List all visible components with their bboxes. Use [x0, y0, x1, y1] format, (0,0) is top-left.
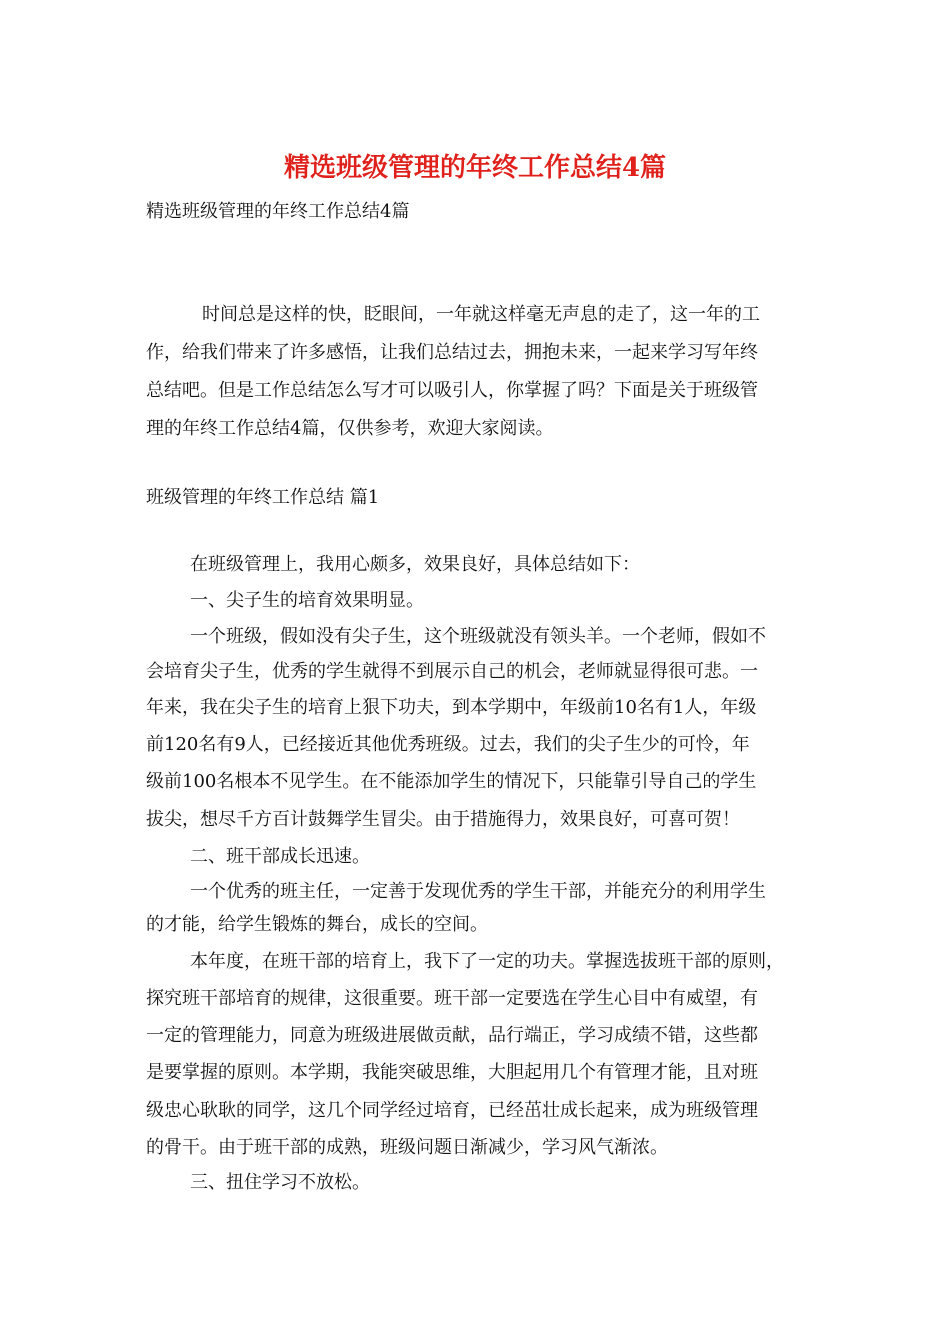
body-line: 的才能，给学生锻炼的舞台，成长的空间。	[146, 914, 488, 935]
intro-line: 作，给我们带来了许多感悟，让我们总结过去，拥抱未来，一起来学习写年终	[146, 342, 758, 363]
intro-line: 时间总是这样的快，眨眼间，一年就这样毫无声息的走了，这一年的工	[202, 304, 760, 325]
body-line: 会培育尖子生，优秀的学生就得不到展示自己的机会，老师就显得很可悲。一	[146, 661, 758, 682]
body-line: 一定的管理能力，同意为班级进展做贡献，品行端正，学习成绩不错，这些都	[146, 1025, 758, 1046]
body-line: 三、扭住学习不放松。	[190, 1172, 370, 1193]
body-line: 的骨干。由于班干部的成熟，班级问题日渐减少，学习风气渐浓。	[146, 1137, 668, 1158]
intro-line: 理的年终工作总结4篇，仅供参考，欢迎大家阅读。	[146, 418, 554, 439]
section-heading: 班级管理的年终工作总结 篇1	[146, 487, 380, 508]
intro-line: 总结吧。但是工作总结怎么写才可以吸引人，你掌握了吗？下面是关于班级管	[146, 380, 758, 401]
body-line: 年来，我在尖子生的培育上狠下功夫，到本学期中，年级前10名有1人，年级	[146, 697, 757, 718]
body-line: 级忠心耿耿的同学，这几个同学经过培育，已经茁壮成长起来，成为班级管理	[146, 1100, 758, 1121]
document-title: 精选班级管理的年终工作总结4篇	[283, 153, 667, 183]
body-line: 是要掌握的原则。本学期，我能突破思维，大胆起用几个有管理才能，且对班	[146, 1062, 758, 1083]
body-line: 拔尖，想尽千方百计鼓舞学生冒尖。由于措施得力，效果良好，可喜可贺！	[146, 809, 740, 830]
body-line: 一个优秀的班主任，一定善于发现优秀的学生干部，并能充分的利用学生	[190, 881, 766, 902]
body-line: 在班级管理上，我用心颇多，效果良好，具体总结如下：	[190, 554, 640, 575]
body-line: 一个班级，假如没有尖子生，这个班级就没有领头羊。一个老师，假如不	[190, 626, 766, 647]
body-line: 二、班干部成长迅速。	[190, 846, 370, 867]
body-line: 探究班干部培育的规律，这很重要。班干部一定要选在学生心目中有威望，有	[146, 988, 758, 1009]
body-line: 本年度，在班干部的培育上，我下了一定的功夫。掌握选拔班干部的原则，	[190, 951, 784, 972]
document-subtitle: 精选班级管理的年终工作总结4篇	[146, 201, 410, 222]
body-line: 前120名有9人，已经接近其他优秀班级。过去，我们的尖子生少的可怜，年	[146, 734, 750, 755]
body-line: 一、尖子生的培育效果明显。	[190, 590, 424, 611]
body-line: 级前100名根本不见学生。在不能添加学生的情况下，只能靠引导自己的学生	[146, 771, 757, 792]
